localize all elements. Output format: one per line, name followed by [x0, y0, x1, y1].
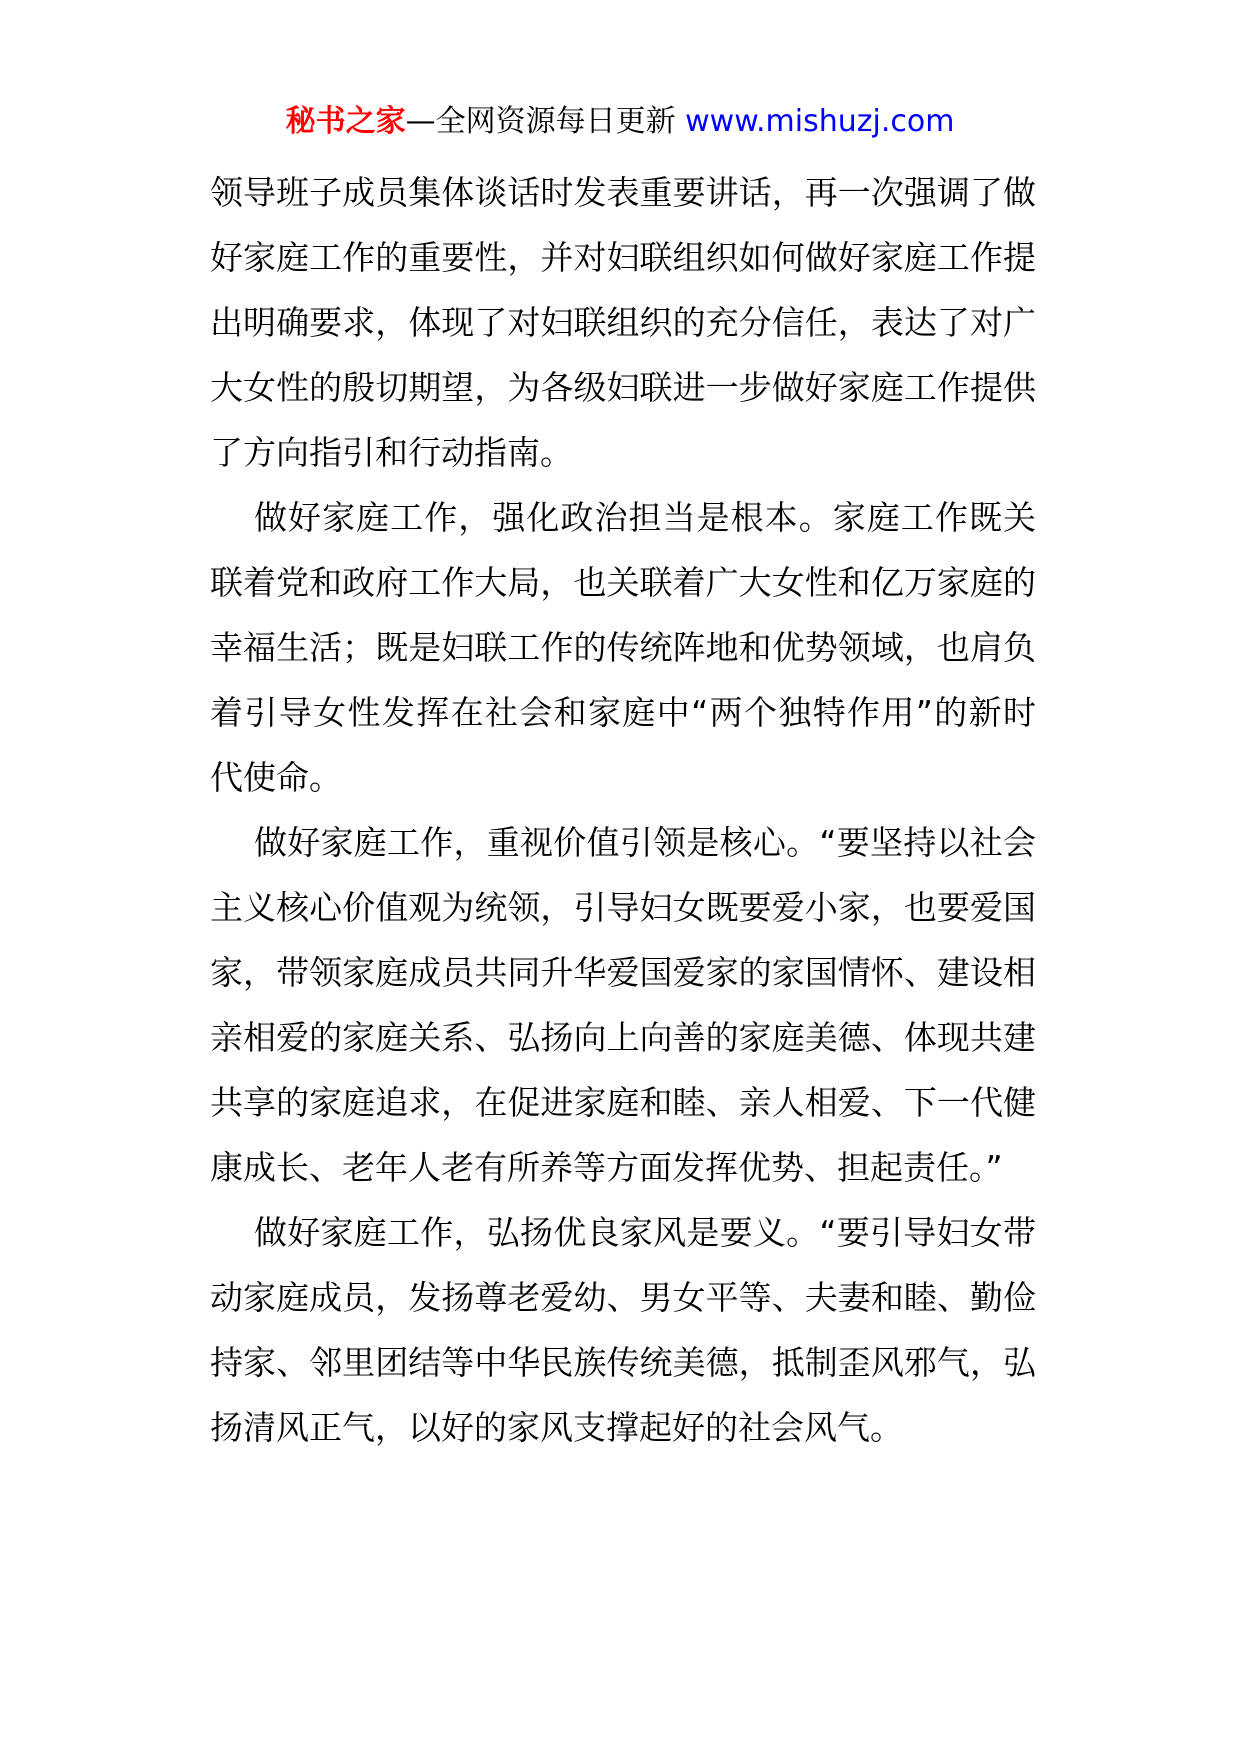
paragraph-continuation: 领导班子成员集体谈话时发表重要讲话，再一次强调了做好家庭工作的重要性，并对妇联组织如何做好家庭工作提出明确要求，体现了对妇联组织的充分信任，表达了对广大女性的殷切期望，为各级妇联进一步做好家庭工作提供了方向指引和行动指南。 — [210, 173, 1036, 472]
site-header — [0, 100, 1240, 144]
paragraph-family-tradition: 做好家庭工作，弘扬优良家风是要义。“要引导妇女带动家庭成员，发扬尊老爱幼、男女平等、夫妻和睦、勤俭持家、邻里团结等中华民族传统美德，抵制歪风邪气，弘扬清风正气，以好的家风支撑起好的社会风气。 — [210, 1213, 1036, 1447]
site-tagline: —全网资源每日更新 — [405, 104, 686, 139]
paragraph-value-guidance: 做好家庭工作，重视价值引领是核心。“要坚持以社会主义核心价值观为统领，引导妇女既要爱小家，也要爱国家，带领家庭成员共同升华爱国爱家的家国情怀、建设相亲相爱的家庭关系、弘扬向上向善的家庭美德、体现共建共享的家庭追求，在促进家庭和睦、亲人相爱、下一代健康成长、老年人老有所养等方面发挥优势、担起责任。” — [210, 823, 1036, 1187]
paragraph-political-responsibility: 做好家庭工作，强化政治担当是根本。家庭工作既关联着党和政府工作大局，也关联着广大女性和亿万家庭的幸福生活；既是妇联工作的传统阵地和优势领域，也肩负着引导女性发挥在社会和家庭中“两个独特作用”的新时代使命。 — [210, 498, 1036, 797]
site-url-link[interactable]: www.mishuzj.com — [685, 104, 955, 139]
site-brand: 秘书之家 — [285, 104, 406, 139]
document-body — [210, 160, 1036, 1460]
